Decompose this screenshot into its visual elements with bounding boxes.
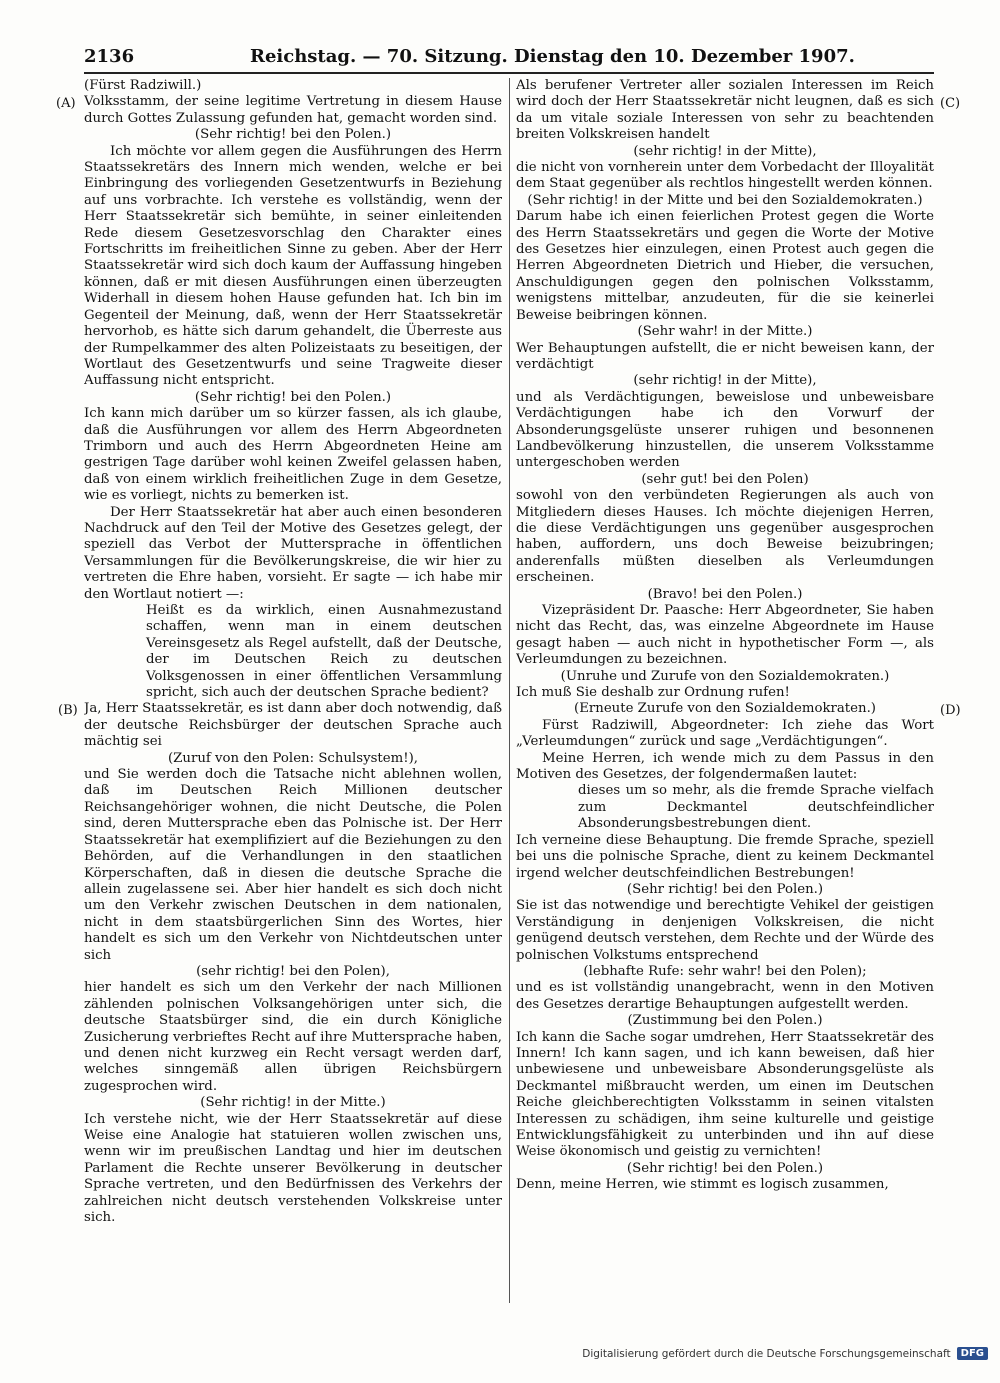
paragraph: (Sehr richtig! in der Mitte und bei den Sozialdemokraten.) <box>527 192 923 208</box>
paragraph: (Sehr wahr! in der Mitte.) <box>637 324 813 340</box>
margin-letter-b: (B) <box>58 703 78 718</box>
footer-credit: Digitalisierung gefördert durch die Deutsche Forschungsgemeinschaft <box>582 1347 951 1360</box>
paragraph: Heißt es da wirklich, einen Ausnahmezustand schaffen, wenn man in einem deutschen Vereinsgesetz als Regel aufstellt, daß der Deutsche, der im Deutschen Reich zu deutschen Volksgenossen in einer öffentlichen Versammlung spricht, sich auch der deutschen Sprache bedient? <box>146 603 502 701</box>
paragraph: (Unruhe und Zurufe von den Sozialdemokraten.) <box>560 668 890 684</box>
paragraph: Vizepräsident Dr. Paasche: Herr Abgeordneter, Sie haben nicht das Recht, das, was einzelne Abgeordnete im Hause gesagt haben — auch nicht in hypothetischer Form —, als Verleumdungen zu bezeichnen. <box>516 603 934 668</box>
paragraph: Ich kann mich darüber um so kürzer fassen, als ich glaube, daß die Ausführungen vor allem des Herrn Abgeordneten Trimborn und auch des Herrn Abgeordneten Heine am gestrigen Tage darüber wohl keinen Zweifel gelassen haben, daß von einem wirklich freiheitlichen Zuge in dem Gesetze, wie es vorliegt, nichts zu bemerken ist. <box>84 406 502 504</box>
running-title: Reichstag. — 70. Sitzung. Dienstag den 10. Dezember 1907. <box>250 46 855 67</box>
paragraph: sowohl von den verbündeten Regierungen als auch von Mitgliedern dieses Hauses. Ich möchte diejenigen Herren, die diese Verdächtigungen uns gegenüber ausgesprochen haben, auffordern, uns doch Beweise beizubringen; anderenfalls müßten dieselben als Verleumdungen erscheinen. <box>516 488 934 586</box>
paragraph: (Sehr richtig! bei den Polen.) <box>194 389 392 405</box>
paragraph: (Fürst Radziwill.) <box>84 78 202 93</box>
paragraph: (Sehr richtig! bei den Polen.) <box>626 1160 824 1176</box>
paragraph: (lebhafte Rufe: sehr wahr! bei den Polen); <box>583 963 867 979</box>
paragraph: (Sehr richtig! bei den Polen.) <box>194 127 392 143</box>
paragraph: Darum habe ich einen feierlichen Protest gegen die Worte des Herrn Staatssekretärs und gegen die Worte der Motive des Gesetzes hier einzulegen, einen Protest auch gegen die Herren Abgeordneten Dietrich und Hieber, die versuchen, Anschuldigungen gegen den polnischen Volksstamm, wenigstens mittelbar, anzudeuten, für die sie keinerlei Beweise beibringen können. <box>516 209 934 323</box>
paragraph: Der Herr Staatssekretär hat aber auch einen besonderen Nachdruck auf den Teil der Motive des Gesetzes gelegt, der speziell das Verbot der Muttersprache in öffentlichen Versammlungen für die Bevölkerungskreise, die wir hier zu vertreten die Ehre haben, vorsieht. Er sagte — ich habe mir den Wortlaut notiert —: <box>84 504 502 602</box>
paragraph: (Zuruf von den Polen: Schulsystem!), <box>167 750 419 766</box>
margin-letter-a: (A) <box>56 96 76 111</box>
paragraph: Ich verneine diese Behauptung. Die fremde Sprache, speziell bei uns die polnische Sprache, dient zu keinem Deckmantel irgend welcher deutschfeindlichen Bestrebungen! <box>516 832 934 881</box>
paragraph: (sehr gut! bei den Polen) <box>641 471 809 487</box>
margin-letter-c: (C) <box>940 96 961 111</box>
paragraph: (Sehr richtig! bei den Polen.) <box>626 881 824 897</box>
paragraph: und als Verdächtigungen, beweislose und unbeweisbare Verdächtigungen habe ich den Vorwurf der Absonderungsgelüste unserer ruhigen und besonnenen Landbevölkerung hinzustellen, die unserem Volksstamme untergeschoben werden <box>516 389 934 471</box>
paragraph: Sie ist das notwendige und berechtigte Vehikel der geistigen Verständigung in denjenigen Volkskreisen, die nicht genügend deutsch verstehen, dem Rechte und der Würde des polnischen Volkstums entsprechend <box>516 898 934 963</box>
paragraph: (sehr richtig! in der Mitte), <box>633 373 817 389</box>
left-column <box>84 78 502 1308</box>
footer <box>582 1347 988 1360</box>
paragraph: (Zustimmung bei den Polen.) <box>627 1013 823 1029</box>
paragraph: Fürst Radziwill, Abgeordneter: Ich ziehe das Wort „Verleumdungen“ zurück und sage „Verdächtigungen“. <box>516 717 934 750</box>
column-divider <box>509 78 510 1303</box>
paragraph: Ich kann die Sache sogar umdrehen, Herr Staatssekretär des Innern! Ich kann sagen, und ich kann beweisen, daß hier unbewiesene und unbeweisbare Absonderungsgelüste als Deckmantel mißbraucht werden, um einen im Deutschen Reiche gleichberechtigten Volksstamm in seinen vitalsten Interessen zu schädigen, ihm seine kulturelle und geistige Entwicklungsfähigkeit zu unterbinden und ihn auf diese Weise ökonomisch und geistig zu vernichten! <box>516 1029 934 1160</box>
paragraph: Denn, meine Herren, wie stimmt es logisch zusammen, <box>516 1177 889 1193</box>
paragraph: (Erneute Zurufe von den Sozialdemokraten.) <box>574 701 876 717</box>
paragraph: Wer Behauptungen aufstellt, die er nicht beweisen kann, der verdächtigt <box>516 340 934 372</box>
paragraph: dieses um so mehr, als die fremde Sprache vielfach zum Deckmantel deutschfeindlicher Absonderungsbestrebungen dient. <box>578 783 934 832</box>
paragraph: (Sehr richtig! in der Mitte.) <box>200 1095 386 1111</box>
paragraph: hier handelt es sich um den Verkehr der nach Millionen zählenden polnischen Volksangehörigen unter sich, die deutsche Staatsbürger sind, die ein durch Königliche Zusicherung verbrieftes Recht auf ihre Muttersprache haben, und denen nicht kurzweg ein Recht versagt werden darf, welches sinngemäß allen übrigen Reichsbürgern zugesprochen wird. <box>84 980 502 1094</box>
paragraph: und es ist vollständig unangebracht, wenn in den Motiven des Gesetzes derartige Behauptungen aufgestellt werden. <box>516 980 934 1012</box>
page-header <box>84 46 934 72</box>
dfg-logo-icon: DFG <box>957 1347 988 1360</box>
paragraph: Ich verstehe nicht, wie der Herr Staatssekretär auf diese Weise eine Analogie hat statuieren wollen zwischen uns, wenn wir im preußischen Landtag und hier im deutschen Parlament die Rechte unserer Bevölkerung in deutscher Sprache vertreten, und den Bedürfnissen des Verkehrs der zahlreichen nicht deutsch verstehenden Volkskreise unter sich. <box>84 1111 502 1226</box>
paragraph: Ich möchte vor allem gegen die Ausführungen des Herrn Staatssekretärs des Innern mich wenden, welche er bei Einbringung des vorliegenden Gesetzentwurfs in Beziehung auf uns vorbrachte. Ich verstehe es vollständig, wenn der Herr Staatssekretär sich bemühte, in seiner einleitenden Rede diesem Gesetzesvorschlag den Charakter eines Fortschritts im freiheitlichen Sinne zu geben. Aber der Herr Staatssekretär wird sich doch kaum der Auffassung hingeben können, daß er mit diesen Ausführungen einen überzeugten Widerhall in diesem hohen Hause gefunden hat. Ich bin im Gegenteil der Meinung, daß, wenn der Herr Staatssekretär hervorhob, es hätte sich darum gehandelt, die Überreste aus der Rumpelkammer des alten Polizeistaats zu beseitigen, der Wortlaut des Gesetzentwurfs und seine Tragweite dieser Auffassung nicht entspricht. <box>84 143 502 389</box>
paragraph: Volksstamm, der seine legitime Vertretung in diesem Hause durch Gottes Zulassung gefunden hat, gemacht worden sind. <box>84 94 502 126</box>
paragraph: (Bravo! bei den Polen.) <box>647 586 803 602</box>
page-number: 2136 <box>84 46 135 67</box>
paragraph: und Sie werden doch die Tatsache nicht ablehnen wollen, daß im Deutschen Reich Millionen deutscher Reichsangehöriger wohnen, die nicht Deutsche, die Polen sind, deren Muttersprache eben das Polnische ist. Der Herr Staatssekretär hat exemplifiziert auf die Beziehungen zu den Behörden, auf die Verhandlungen in den staatlichen Körperschaften, daß in diesen die deutsche Sprache die allein zugelassene sei. Aber hier handelt es sich doch nicht um den Verkehr zwischen Deutschen in dem nationalen, nicht in dem staatsbürgerlichen Sinn des Wortes, hier handelt es sich um den Verkehr von Nichtdeutschen unter sich <box>84 767 502 963</box>
paragraph: Ja, Herr Staatssekretär, es ist dann aber doch notwendig, daß der deutsche Reichsbürger der deutschen Sprache auch mächtig sei <box>84 701 502 750</box>
paragraph: Meine Herren, ich wende mich zu dem Passus in den Motiven des Gesetzes, der folgendermaßen lautet: <box>516 750 934 783</box>
right-column <box>516 78 934 1308</box>
paragraph: Als berufener Vertreter aller sozialen Interessen im Reich wird doch der Herr Staatssekretär nicht leugnen, daß es sich da um vitale soziale Interessen von sehr zu beachtenden breiten Volkskreisen handelt <box>516 78 934 143</box>
paragraph: (sehr richtig! bei den Polen), <box>196 963 390 979</box>
paragraph: Ich muß Sie deshalb zur Ordnung rufen! <box>516 685 790 701</box>
header-rule <box>84 72 934 74</box>
paragraph: die nicht von vornherein unter dem Vorbedacht der Illoyalität dem Staat gegenüber als rechtlos hingestellt werden können. <box>516 160 934 192</box>
margin-letter-d: (D) <box>940 703 961 718</box>
paragraph: (sehr richtig! in der Mitte), <box>633 143 817 159</box>
